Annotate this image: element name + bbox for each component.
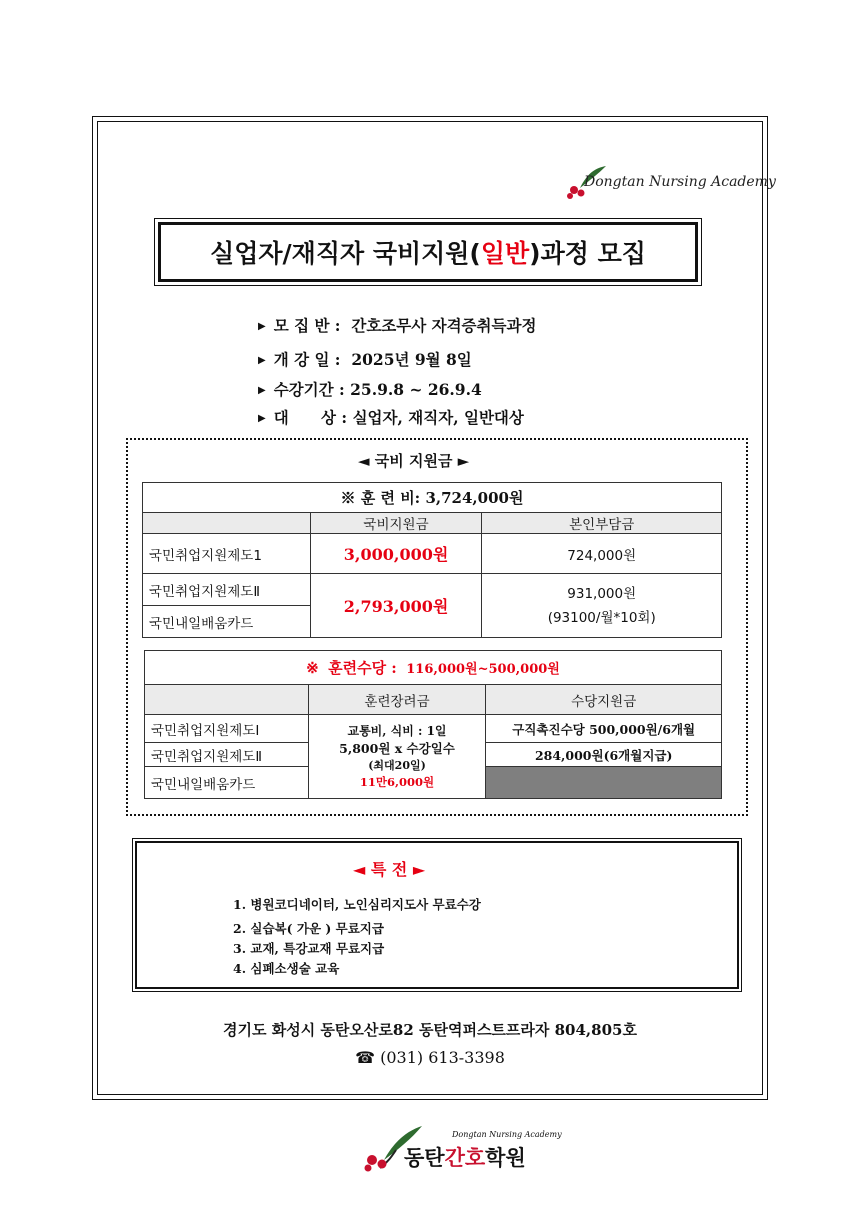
info-value: 25.9.8 ~ 26.9.4 <box>350 380 482 399</box>
allowance-header-incentive: 훈련장려금 <box>308 685 486 715</box>
triangle-bullet-icon: ▶ <box>258 355 266 366</box>
title-part1: 실업자/재직자 국비지원( <box>210 239 481 268</box>
allowance-table <box>144 650 722 799</box>
allowance-row-label: 국민취업지원제도Ⅰ <box>145 715 309 743</box>
fee-row-label: 국민내일배움카드 <box>143 606 311 638</box>
document-frame <box>92 116 776 1100</box>
address: 경기도 화성시 동탄오산로82 동탄역퍼스트프라자 804,805호 <box>223 1021 637 1039</box>
document-inner-frame <box>97 121 776 1095</box>
fee-header-support: 국비지원금 <box>310 513 482 534</box>
logo-bottom-small: Dongtan Nursing Academy <box>452 1130 562 1139</box>
academy-logo-bottom <box>360 1124 560 1174</box>
info-value: 실업자, 재직자, 일반대상 <box>352 408 524 427</box>
incentive-line: (최대20일) <box>368 758 426 772</box>
allowance-value: 284,000원(6개월지급) <box>486 743 722 767</box>
allowance-row-label: 국민취업지원제도Ⅱ <box>145 743 309 767</box>
benefit-item: 4. 심폐소생술 교육 <box>233 961 340 976</box>
info-start-date <box>258 348 472 370</box>
allowance-header-blank <box>145 685 309 715</box>
fee-row-label: 국민취업지원제도Ⅱ <box>143 574 311 606</box>
info-target <box>258 406 524 428</box>
info-period <box>258 378 482 400</box>
info-value: 간호조무사 자격증취득과정 <box>351 316 537 335</box>
allowance-row-label: 국민내일배움카드 <box>145 767 309 799</box>
fee-header-self: 본인부담금 <box>482 513 722 534</box>
triangle-bullet-icon: ▶ <box>258 385 266 396</box>
benefit-item: 2. 실습복( 가운 ) 무료지급 <box>233 921 384 936</box>
logo-name-part1: 동탄 <box>404 1146 445 1170</box>
page-title <box>158 222 698 282</box>
fee-self-cell <box>482 574 722 638</box>
info-class <box>258 314 536 336</box>
logo-name-part3: 학원 <box>485 1146 526 1170</box>
fee-support-value: 2,793,000원 <box>310 574 482 638</box>
title-highlight: 일반 <box>480 239 530 268</box>
incentive-line: 교통비, 식비 : 1일 <box>347 723 447 738</box>
logo-text: Dongtan Nursing Academy <box>584 174 776 190</box>
triangle-bullet-icon: ▶ <box>258 413 266 424</box>
fee-table-title: ※ 훈 련 비: 3,724,000원 <box>143 483 722 513</box>
allowance-title-mark: ※ <box>306 659 319 677</box>
benefits-box <box>132 838 742 992</box>
incentive-line: 5,800원 x 수강일수 <box>339 740 455 756</box>
fee-row-label: 국민취업지원제도1 <box>143 534 311 574</box>
fee-table <box>142 482 722 638</box>
allowance-title-range: 116,000원~500,000원 <box>406 662 560 677</box>
phone-number: ☎ (031) 613-3398 <box>355 1048 505 1067</box>
benefits-title: ◄ 특 전 ► <box>353 860 426 879</box>
info-label: 개 강 일 : <box>273 350 341 369</box>
allowance-empty-cell <box>486 767 722 799</box>
allowance-title-label: 훈련수당 : <box>328 659 397 677</box>
info-label: 대 상 : <box>273 408 348 427</box>
benefit-item: 3. 교재, 특강교재 무료지급 <box>233 941 385 956</box>
fee-support-value: 3,000,000원 <box>310 534 482 574</box>
allowance-header-allowance: 수당지원금 <box>486 685 722 715</box>
title-box <box>154 218 702 286</box>
academy-logo-top <box>566 162 776 202</box>
fee-header-blank <box>143 513 311 534</box>
subsidy-heading: ◄ 국비 지원금 ► <box>358 452 470 470</box>
benefit-item: 1. 병원코디네이터, 노인심리지도사 무료수강 <box>233 897 481 912</box>
allowance-value: 구직촉진수당 500,000원/6개월 <box>486 715 722 743</box>
logo-bottom-name <box>404 1142 526 1172</box>
benefits-inner <box>135 841 739 989</box>
logo-name-part2: 간호 <box>444 1146 486 1170</box>
title-part2: )과정 모집 <box>529 239 646 268</box>
info-label: 모 집 반 : <box>273 316 341 335</box>
subsidy-section <box>126 438 748 816</box>
allowance-title <box>145 651 722 685</box>
info-label: 수강기간 : <box>273 380 345 399</box>
info-value: 2025년 9월 8일 <box>351 350 472 369</box>
fee-self-note: (93100/월*10회) <box>547 609 656 626</box>
incentive-cell <box>308 715 486 799</box>
triangle-bullet-icon: ▶ <box>258 321 266 332</box>
fee-self-value: 724,000원 <box>482 534 722 574</box>
incentive-total: 11만6,000원 <box>359 774 435 789</box>
benefits-list <box>233 895 481 979</box>
fee-self-value: 931,000원 <box>567 585 637 602</box>
